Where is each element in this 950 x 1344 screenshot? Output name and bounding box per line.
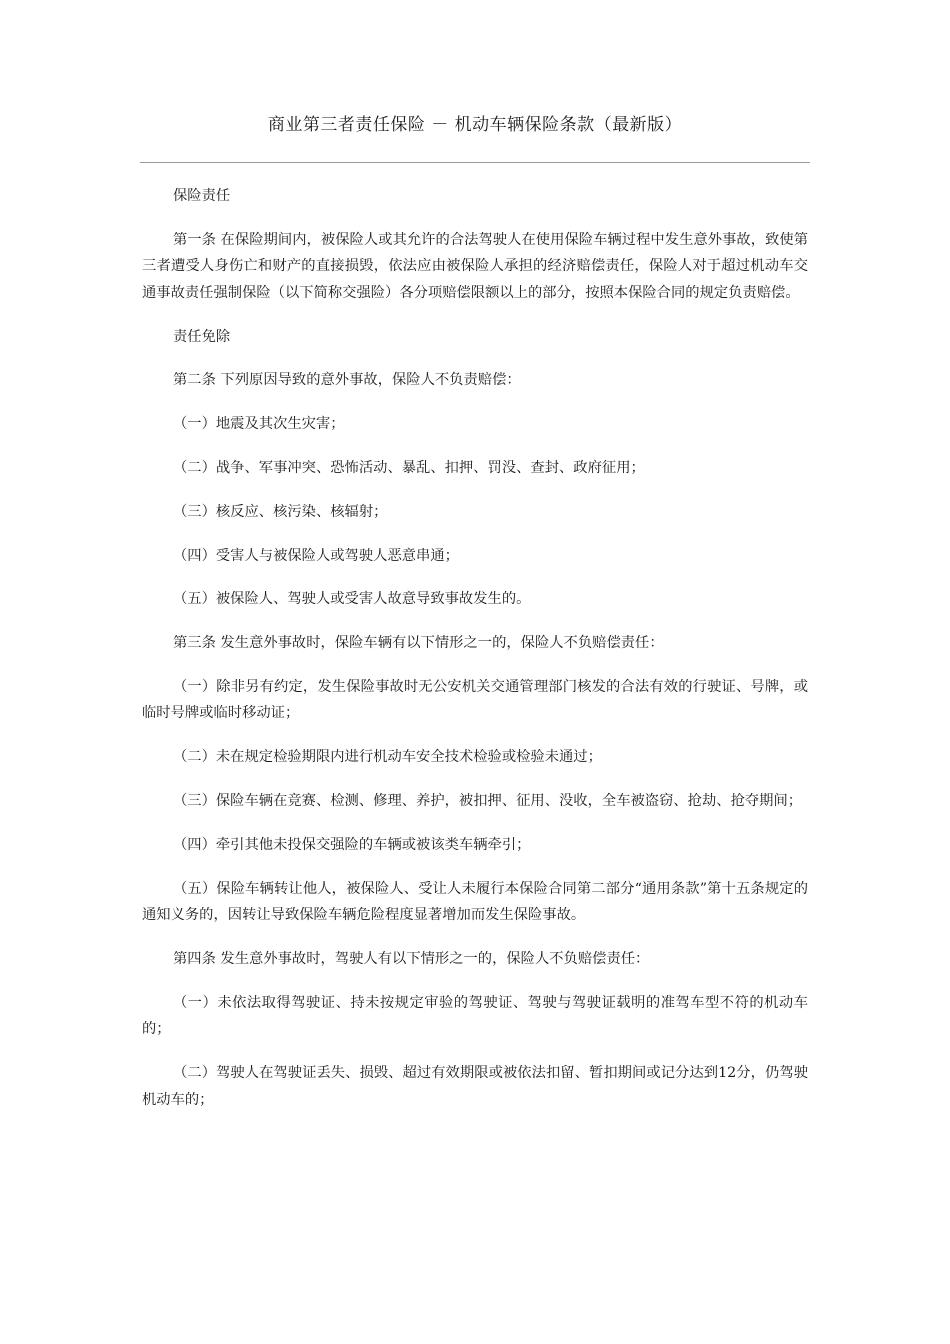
article-2-item-1: （一）地震及其次生灾害； — [173, 416, 345, 433]
article-3-item-5: （五）保险车辆转让他人，被保险人、受让人未履行本保险合同第二部分“通用条款”第十五条规定的通知义务的，因转让导致保险车辆危险程度显著增加而发生保险事故。 — [142, 880, 808, 924]
article-4: 第四条 发生意外事故时，驾驶人有以下情形之一的，保险人不负赔偿责任： — [173, 950, 650, 967]
section-heading-coverage: 保险责任 — [173, 188, 231, 204]
article-3-item-1: （一）除非另有约定，发生保险事故时无公安机关交通管理部门核发的合法有效的行驶证、号牌，或临时号牌或临时移动证； — [142, 678, 808, 722]
article-4-item-1: （一）未依法取得驾驶证、持未按规定审验的驾驶证、驾驶与驾驶证载明的准驾车型不符的机动车的； — [142, 994, 808, 1038]
article-2-item-3: （三）核反应、核污染、核辐射； — [173, 503, 388, 520]
article-2: 第二条 下列原因导致的意外事故，保险人不负责赔偿： — [173, 372, 521, 389]
article-2-item-4: （四）受害人与被保险人或驾驶人恶意串通； — [173, 547, 459, 564]
article-3-item-3: （三）保险车辆在竞赛、检测、修理、养护，被扣押、征用、没收，全车被盗窃、抢劫、抢夺期间； — [173, 793, 803, 810]
article-2-item-5: （五）被保险人、驾驶人或受害人故意导致事故发生的。 — [173, 591, 531, 608]
document-body — [142, 183, 808, 1130]
section-heading-exclusions: 责任免除 — [173, 328, 231, 345]
document-title: 商业第三者责任保险 － 机动车辆保险条款（最新版） — [267, 115, 683, 135]
article-3-item-4: （四）牵引其他未投保交强险的车辆或被该类车辆牵引； — [173, 836, 531, 853]
article-3-item-2: （二）未在规定检验期限内进行机动车安全技术检验或检验未通过； — [173, 749, 602, 766]
article-2-item-2: （二）战争、军事冲突、恐怖活动、暴乱、扣押、罚没、查封、政府征用； — [173, 459, 645, 476]
article-4-item-2: （二）驾驶人在驾驶证丢失、损毁、超过有效期限或被依法扣留、暂扣期间或记分达到12分，仍驾驶机动车的； — [142, 1065, 808, 1108]
article-3: 第三条 发生意外事故时，保险车辆有以下情形之一的，保险人不负赔偿责任： — [173, 635, 664, 652]
article-1: 第一条 在保险期间内，被保险人或其允许的合法驾驶人在使用保险车辆过程中发生意外事故，致使第三者遭受人身伤亡和财产的直接损毁，依法应由被保险人承担的经济赔偿责任，保险人对于超过机动车交通事故责任强制保险（以下简称交强险）各分项赔偿限额以上的部分，按照本保险合同的规定负责赔偿。 — [142, 231, 808, 301]
title-divider — [140, 162, 810, 163]
